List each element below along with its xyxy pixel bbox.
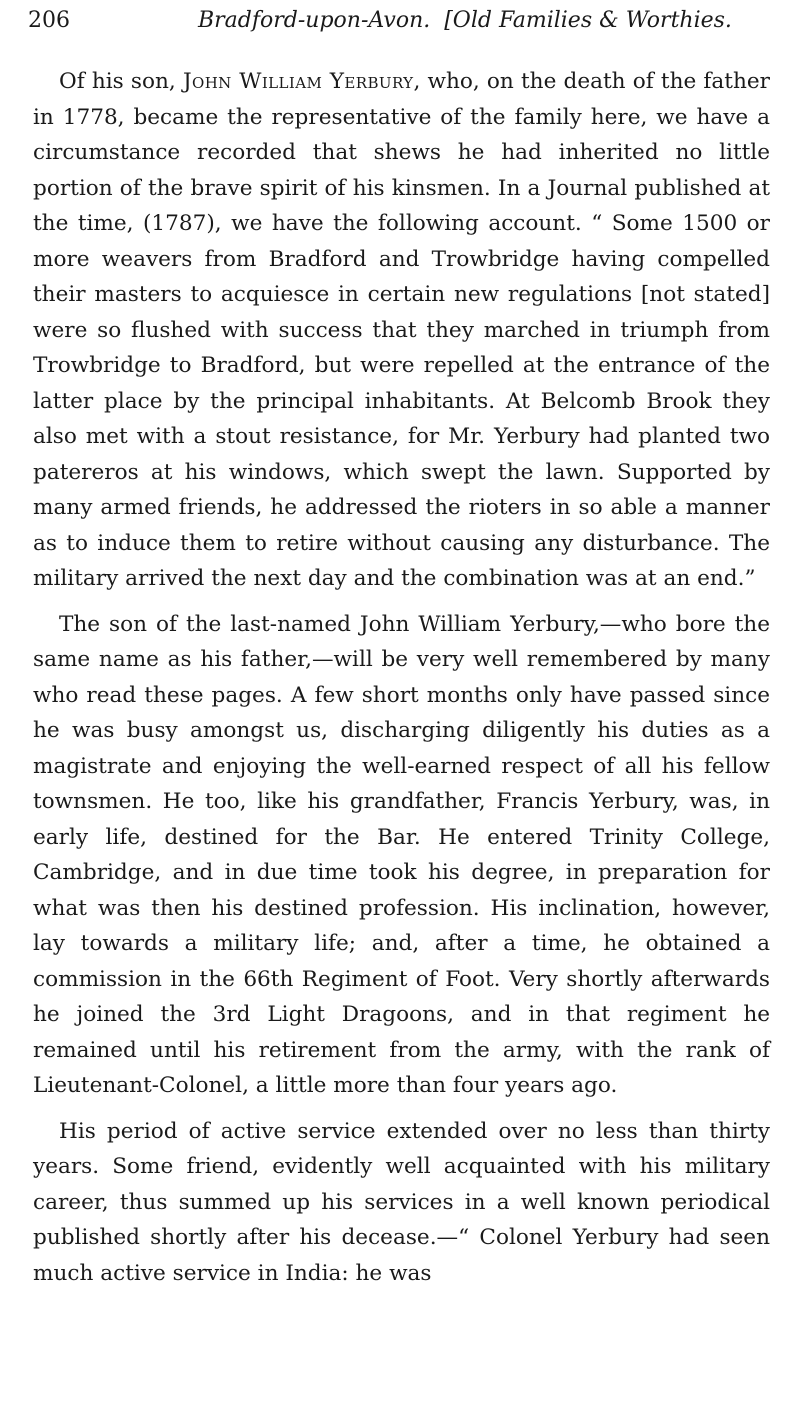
body-text: [33, 64, 770, 1301]
paragraph-2: The son of the last-named John William Yerbury,—who bore the same name as his father,—will be very well remembered by many who read these pages. A few short months only have passed since he was busy amongst us, discharging diligently his duties as a magistrate and enjoying the well-earned respect of all his fellow townsmen. He too, like his grandfather, Francis Yerbury, was, in early life, destined for the Bar. He entered Trinity College, Cambridge, and in due time took his degree, in preparation for what was then his destined profession. His inclination, however, lay towards a military life; and, after a time, he obtained a commission in the 66th Regiment of Foot. Very shortly afterwards he joined the 3rd Light Dragoons, and in that regiment he remained until his retirement from the army, with the rank of Lieutenant-Colonel, a little more than four years ago.: [33, 611, 770, 1098]
person-name: John William Yerbury: [182, 69, 414, 94]
paragraph-1-body: , who, on the death of the father in 1778, became the representative of the family here, we have a circumstance recorded that shews he had inherited no little portion of the brave spirit of his kinsmen. In a Journal published at the time, (1787), we have the following account. “ Some 1500 or more weavers from Bradford and Trowbridge having compelled their masters to acquiesce in certain new regulations [not stated] were so flushed with success that they marched in triumph from Trowbridge to Bradford, but were repelled at the entrance of the latter place by the principal inhabitants. At Belcomb Brook they also met with a stout resistance, for Mr. Yerbury had planted two patereros at his windows, which swept the lawn. Supported by many armed friends, he addressed the rioters in so able a manner as to induce them to retire without causing any disturbance. The military arrived the next day and the combination was at an end.”: [33, 69, 770, 591]
running-title: Bradford-upon-Avon. [Old Families & Worthies.: [198, 8, 732, 33]
page-header: [28, 8, 772, 40]
paragraph-1: [33, 64, 770, 597]
paragraph-3: His period of active service extended over no less than thirty years. Some friend, evidently well acquainted with his military career, thus summed up his services in a well known periodical published shortly after his decease.—“ Colonel Yerbury had seen much active service in India: he was: [33, 1118, 770, 1286]
paragraph-1-lead: Of his son,: [59, 69, 183, 94]
page-number: 206: [28, 8, 70, 33]
